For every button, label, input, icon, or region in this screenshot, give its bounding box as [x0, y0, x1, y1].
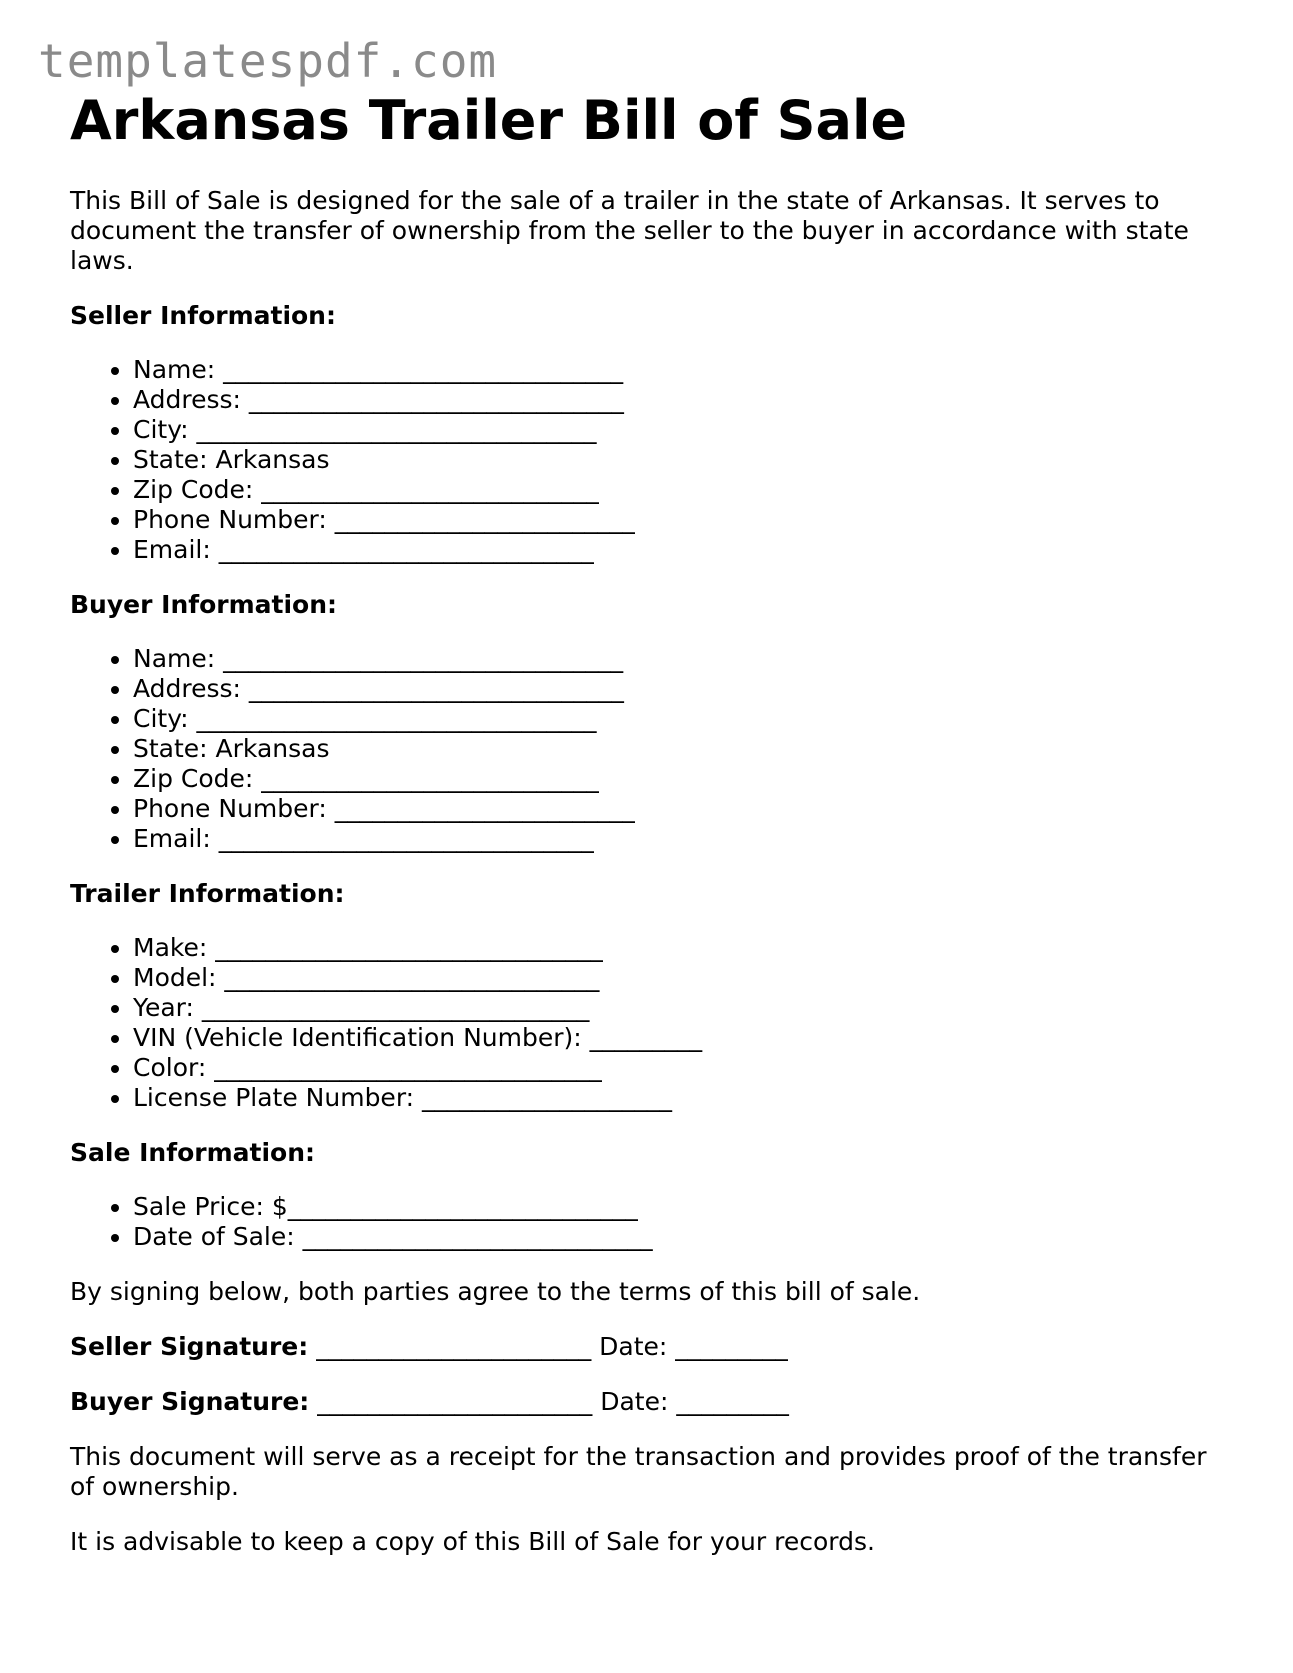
buyer-zip-field: • Zip Code: ___________________________: [133, 764, 1220, 794]
intro-paragraph: This Bill of Sale is designed for the sale of a trailer in the state of Arkansas. It serves to document the transfer of ownership from the seller to the buyer in accordance with state laws.: [70, 186, 1189, 275]
sale-date-field: • Date of Sale: ____________________________: [133, 1222, 1220, 1252]
seller-phone-field: • Phone Number: ________________________: [133, 505, 1220, 535]
watermark: templatespdf.com: [38, 34, 498, 88]
seller-signature-line: ______________________ Date: _________: [308, 1332, 788, 1361]
page-title: Arkansas Trailer Bill of Sale: [70, 89, 908, 152]
seller-signature-label: Seller Signature:: [70, 1332, 309, 1361]
trailer-plate-field: • License Plate Number: ____________________: [133, 1083, 1220, 1113]
seller-name-field: • Name: ________________________________: [133, 355, 1220, 385]
sale-price-field: • Sale Price: $____________________________: [133, 1192, 1220, 1222]
trailer-vin-field: • VIN (Vehicle Identification Number): _________: [133, 1023, 1220, 1053]
trailer-model-field: • Model: ______________________________: [133, 963, 1220, 993]
seller-zip-field: • Zip Code: ___________________________: [133, 475, 1220, 505]
buyer-section-heading: Buyer Information:: [70, 590, 338, 619]
buyer-field-list: [70, 644, 1220, 854]
seller-signature-row: [70, 1332, 1220, 1362]
seller-section-heading: Seller Information:: [70, 301, 336, 330]
buyer-signature-label: Buyer Signature:: [70, 1387, 310, 1416]
trailer-year-field: • Year: _______________________________: [133, 993, 1220, 1023]
buyer-state-field: • State: Arkansas: [133, 734, 1220, 764]
buyer-address-field: • Address: ______________________________: [133, 674, 1220, 704]
trailer-color-field: • Color: _______________________________: [133, 1053, 1220, 1083]
seller-email-field: • Email: ______________________________: [133, 535, 1220, 565]
buyer-phone-field: • Phone Number: ________________________: [133, 794, 1220, 824]
seller-city-field: • City: ________________________________: [133, 415, 1220, 445]
trailer-field-list: [70, 933, 1220, 1113]
trailer-make-field: • Make: _______________________________: [133, 933, 1220, 963]
sale-field-list: [70, 1192, 1220, 1252]
seller-field-list: [70, 355, 1220, 565]
seller-address-field: • Address: ______________________________: [133, 385, 1220, 415]
buyer-name-field: • Name: ________________________________: [133, 644, 1220, 674]
trailer-section-heading: Trailer Information:: [70, 879, 345, 908]
buyer-signature-line: ______________________ Date: _________: [309, 1387, 789, 1416]
buyer-city-field: • City: ________________________________: [133, 704, 1220, 734]
agreement-paragraph: By signing below, both parties agree to the terms of this bill of sale.: [70, 1277, 921, 1306]
document: [70, 88, 1220, 1557]
buyer-email-field: • Email: ______________________________: [133, 824, 1220, 854]
buyer-signature-row: [70, 1387, 1220, 1417]
receipt-paragraph: This document will serve as a receipt for the transaction and provides proof of the transfer of ownership.: [70, 1442, 1207, 1501]
seller-state-field: • State: Arkansas: [133, 445, 1220, 475]
advice-paragraph: It is advisable to keep a copy of this Bill of Sale for your records.: [70, 1527, 875, 1556]
sale-section-heading: Sale Information:: [70, 1138, 315, 1167]
